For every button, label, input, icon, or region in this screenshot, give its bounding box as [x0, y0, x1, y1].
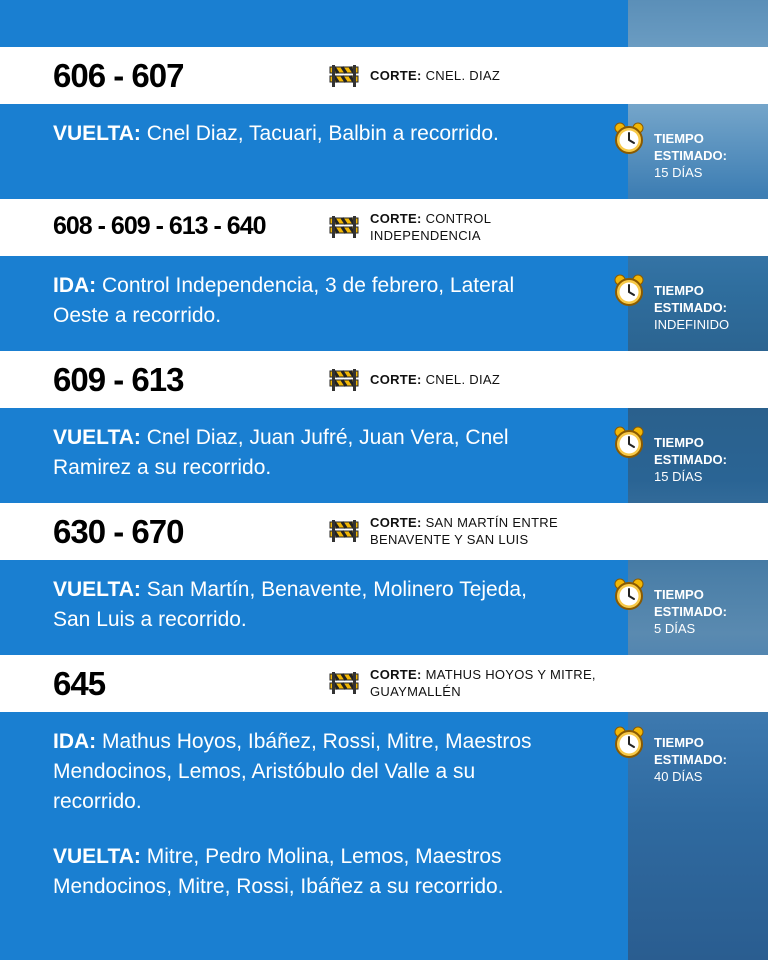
- road-barrier-icon: [328, 670, 360, 694]
- top-band: [0, 0, 628, 47]
- tiempo-value: INDEFINIDO: [654, 317, 730, 332]
- route-description: [53, 842, 573, 902]
- road-barrier-icon: [328, 518, 360, 542]
- corte-notice: [328, 210, 520, 244]
- route-description: [53, 727, 533, 817]
- route-path: Mitre, Pedro Molina, Lemos, Maestros Mendocinos, Mitre, Rossi, Ibáñez a su recorrido.: [53, 845, 504, 898]
- corte-label: CORTE:: [370, 372, 422, 387]
- tiempo-value: 40 DÍAS: [654, 769, 703, 784]
- direction-label: IDA:: [53, 274, 97, 297]
- road-barrier-icon: [328, 367, 360, 391]
- alarm-clock-icon: [612, 426, 646, 460]
- road-barrier-icon: [328, 214, 360, 238]
- route-number: 630 - 670: [53, 513, 184, 550]
- corte-notice: [328, 367, 500, 391]
- corte-label: CORTE:: [370, 68, 422, 83]
- road-barrier-icon: [328, 63, 360, 87]
- corte-label: CORTE:: [370, 211, 422, 226]
- tiempo-value: 5 DÍAS: [654, 621, 696, 636]
- corte-notice: [328, 666, 630, 700]
- estimated-time: [612, 274, 768, 333]
- direction-label: VUELTA:: [53, 122, 141, 145]
- route-path: San Martín, Benavente, Molinero Tejeda, San Luis a recorrido.: [53, 578, 527, 631]
- alarm-clock-icon: [612, 122, 646, 156]
- direction-label: IDA:: [53, 730, 97, 753]
- corte-label: CORTE:: [370, 515, 422, 530]
- route-description: [53, 575, 553, 635]
- corte-notice: [328, 63, 500, 87]
- route-number: 608 - 609 - 613 - 640: [53, 212, 266, 240]
- tiempo-label: TIEMPO ESTIMADO:: [654, 435, 727, 467]
- estimated-time: [612, 426, 768, 485]
- route-path: Control Independencia, 3 de febrero, Lateral Oeste a recorrido.: [53, 274, 515, 327]
- corte-location: CNEL. DIAZ: [425, 372, 501, 387]
- direction-label: VUELTA:: [53, 426, 141, 449]
- route-path: Cnel Diaz, Tacuari, Balbin a recorrido.: [146, 122, 499, 145]
- route-path: Mathus Hoyos, Ibáñez, Rossi, Mitre, Maestros Mendocinos, Lemos, Aristóbulo del Valle a su recorrido.: [53, 730, 532, 813]
- tiempo-label: TIEMPO ESTIMADO:: [654, 587, 727, 619]
- route-description: [53, 423, 553, 483]
- route-description: [53, 119, 553, 149]
- corte-label: CORTE:: [370, 667, 422, 682]
- route-description: [53, 271, 553, 331]
- tiempo-label: TIEMPO ESTIMADO:: [654, 283, 727, 315]
- corte-location: SAN MARTÍN ENTRE BENAVENTE Y SAN LUIS: [370, 515, 558, 547]
- alarm-clock-icon: [612, 274, 646, 308]
- alarm-clock-icon: [612, 726, 646, 760]
- tiempo-label: TIEMPO ESTIMADO:: [654, 735, 727, 767]
- alarm-clock-icon: [612, 578, 646, 612]
- estimated-time: [612, 122, 768, 181]
- route-number: 645: [53, 665, 106, 702]
- route-path: Cnel Diaz, Juan Jufré, Juan Vera, Cnel Ramirez a su recorrido.: [53, 426, 509, 479]
- estimated-time: [612, 726, 768, 785]
- tiempo-value: 15 DÍAS: [654, 165, 703, 180]
- corte-location: CONTROL INDEPENDENCIA: [370, 211, 491, 243]
- tiempo-value: 15 DÍAS: [654, 469, 703, 484]
- direction-label: VUELTA:: [53, 845, 141, 868]
- direction-label: VUELTA:: [53, 578, 141, 601]
- route-number: 606 - 607: [53, 57, 184, 94]
- tiempo-label: TIEMPO ESTIMADO:: [654, 131, 727, 163]
- corte-location: CNEL. DIAZ: [425, 68, 501, 83]
- corte-notice: [328, 514, 590, 548]
- route-number: 609 - 613: [53, 361, 184, 398]
- corte-location: MATHUS HOYOS Y MITRE, GUAYMALLÉN: [370, 667, 596, 699]
- estimated-time: [612, 578, 768, 637]
